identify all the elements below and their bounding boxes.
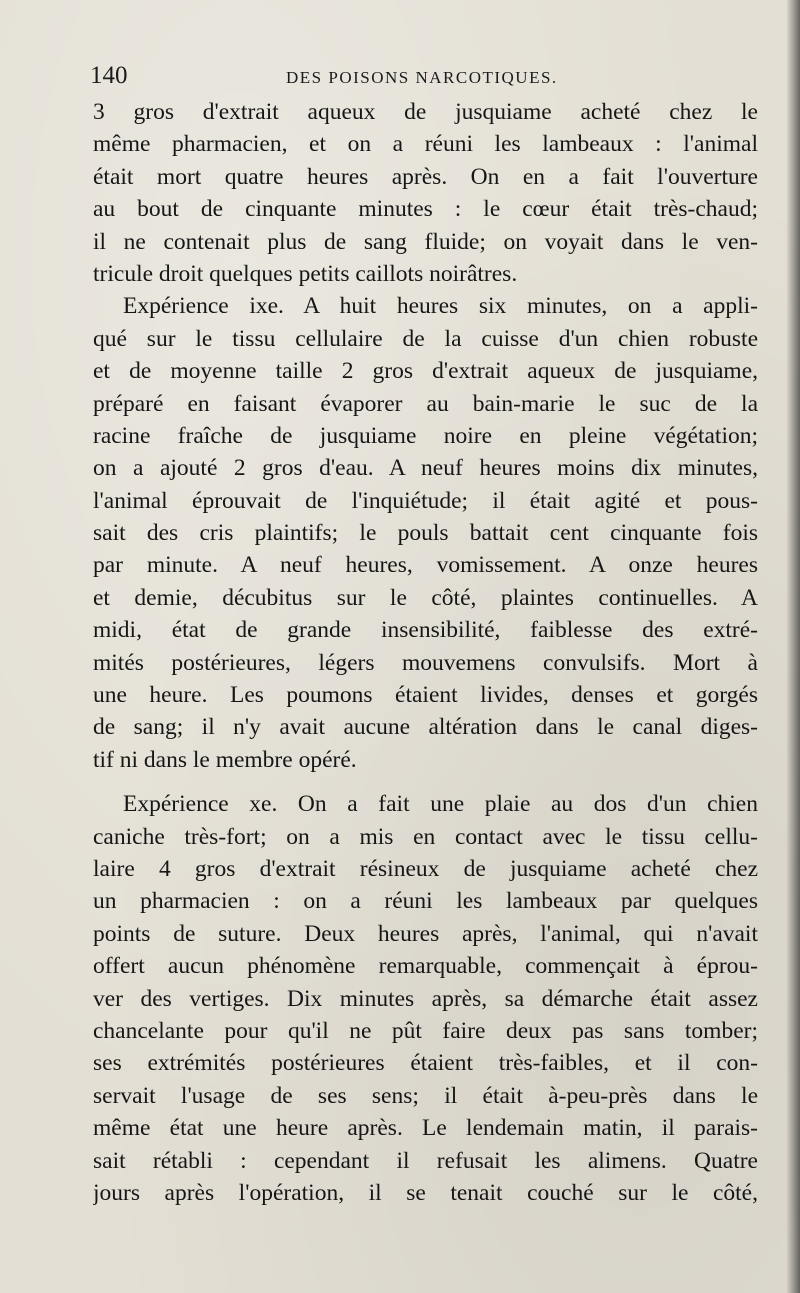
running-head xyxy=(90,62,758,92)
text-line: était mort quatre heures après. On en a fait l'ouverture xyxy=(93,163,758,190)
text-line: caniche très-fort; on a mis en contact avec le tissu cellu- xyxy=(93,823,758,850)
running-title: DES POISONS NARCOTIQUES. xyxy=(286,68,558,87)
paragraph-gap xyxy=(93,776,758,788)
text-line: jours après l'opération, il se tenait couché sur le côté, xyxy=(93,1179,758,1206)
text-line: mités postérieures, légers mouvemens convulsifs. Mort à xyxy=(93,649,758,676)
text-line: et demie, décubitus sur le côté, plaintes continuelles. A xyxy=(93,584,758,611)
text-line: sait rétabli : cependant il refusait les alimens. Quatre xyxy=(93,1147,758,1174)
paragraph-end-line: tricule droit quelques petits caillots noirâtres. xyxy=(93,260,518,287)
text-line: qué sur le tissu cellulaire de la cuisse d'un chien robuste xyxy=(93,325,758,352)
text-line: on a ajouté 2 gros d'eau. A neuf heures moins dix minutes, xyxy=(93,455,758,482)
page-edge-shadow xyxy=(786,0,800,1293)
text-line: et de moyenne taille 2 gros d'extrait aqueux de jusquiame, xyxy=(93,358,758,385)
text-line: midi, état de grande insensibilité, faiblesse des extré- xyxy=(93,617,758,644)
text-line: au bout de cinquante minutes : le cœur était très-chaud; xyxy=(93,196,758,223)
text-line: sait des cris plaintifs; le pouls battait cent cinquante fois xyxy=(93,520,758,547)
text-line: même pharmacien, et on a réuni les lambeaux : l'animal xyxy=(93,131,758,158)
text-line: ses extrémités postérieures étaient très-faibles, et il con- xyxy=(93,1050,758,1077)
text-line: un pharmacien : on a réuni les lambeaux par quelques xyxy=(93,888,758,915)
page-number: 140 xyxy=(90,62,128,89)
body-text xyxy=(93,96,758,1209)
text-line: par minute. A neuf heures, vomissement. A onze heures xyxy=(93,552,758,579)
text-line: il ne contenait plus de sang fluide; on voyait dans le ven- xyxy=(93,228,758,255)
text-line: ver des vertiges. Dix minutes après, sa démarche était assez xyxy=(93,985,758,1012)
text-line: même état une heure après. Le lendemain matin, il parais- xyxy=(93,1115,758,1142)
text-line: une heure. Les poumons étaient livides, denses et gorgés xyxy=(93,682,758,709)
experiment-x-heading-line: Expérience xe. On a fait une plaie au dos d'un chien xyxy=(123,791,758,818)
text-line: offert aucun phénomène remarquable, commençait à éprou- xyxy=(93,953,758,980)
paragraph-end-line: tif ni dans le membre opéré. xyxy=(93,746,357,773)
text-line: l'animal éprouvait de l'inquiétude; il était agité et pous- xyxy=(93,487,758,514)
text-line: chancelante pour qu'il ne pût faire deux pas sans tomber; xyxy=(93,1017,758,1044)
text-line: laire 4 gros d'extrait résineux de jusquiame acheté chez xyxy=(93,855,758,882)
text-line: points de suture. Deux heures après, l'animal, qui n'avait xyxy=(93,920,758,947)
text-line: racine fraîche de jusquiame noire en pleine végétation; xyxy=(93,422,758,449)
experiment-ix-heading-line: Expérience ixe. A huit heures six minutes, on a appli- xyxy=(123,293,758,320)
text-line: servait l'usage de ses sens; il était à-peu-près dans le xyxy=(93,1082,758,1109)
text-line: de sang; il n'y avait aucune altération dans le canal diges- xyxy=(93,714,758,741)
text-line: préparé en faisant évaporer au bain-marie le suc de la xyxy=(93,390,758,417)
text-line: 3 gros d'extrait aqueux de jusquiame acheté chez le xyxy=(93,99,758,125)
